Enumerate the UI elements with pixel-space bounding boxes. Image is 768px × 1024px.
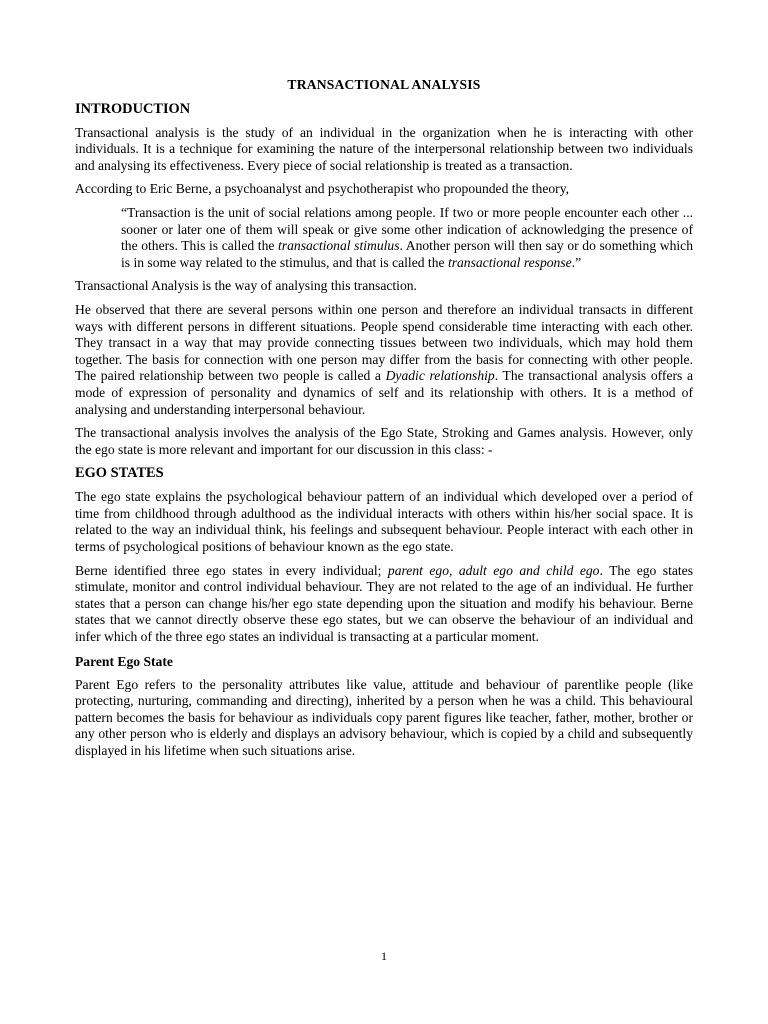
introduction-paragraph-5: The transactional analysis involves the analysis of the Ego State, Stroking and Games analysis. However, only the ego state is more relevant and important for our discussion in this class: - [75, 425, 693, 457]
document-title: TRANSACTIONAL ANALYSIS [287, 77, 481, 92]
introduction-paragraph-1: Transactional analysis is the study of an individual in the organization when he is interacting with other individuals. It is a technique for examining the nature of the interpersonal relationship between two individuals and analysing its effectiveness. Every piece of social relationship is treated as a transaction. [75, 124, 693, 173]
quote-emphasis-stimulus: transactional stimulus [278, 238, 400, 254]
ego-states-text-b: . The ego states stimulate, monitor and control individual behaviour. They are not related to the age of an individual. He further states that a person can change his/her ego state depending upon the situation and modify his behaviour. Berne states that we cannot directly observe these ego states, but we can observe the behaviour of an individual and infer which of the three ego states an individual is transacting at a particular moment. [75, 562, 693, 645]
dyadic-relationship-term: Dyadic relationship [385, 368, 495, 384]
quote-text-c: .” [571, 254, 582, 270]
parent-ego-paragraph-1: Parent Ego refers to the personality attributes like value, attitude and behaviour of parentlike people (like protecting, nurturing, commanding and directing), inherited by a person when he was a child. This behavioural pattern becomes the basis for behaviour as individuals copy parent figures like teacher, father, mother, brother or any other person who is elderly and displays an advisory behaviour, which is copied by a child and subsequently displayed in his lifetime when such situations arise. [75, 676, 693, 758]
quote-emphasis-response: transactional response [447, 254, 572, 270]
quote-text-b: . Another person will then say or do something which is in some way related to the stimulus, and that is called the [121, 238, 693, 270]
ego-states-paragraph-1: The ego state explains the psychological behaviour pattern of an individual which developed over a period of time from childhood through adulthood as the individual interacts with others within his/her social space. It is related to the way an individual think, his feelings and subsequent behaviour. People interact with each other in terms of psychological positions of behaviour known as the ego state. [75, 489, 693, 555]
introduction-paragraph-3: Transactional Analysis is the way of analysing this transaction. [75, 278, 417, 294]
quote-text-a: “Transaction is the unit of social relations among people. If two or more people encounter each other ... sooner or later one of them will speak or give some other indication of acknowledging the presence of the others. This is called the [121, 204, 693, 254]
introduction-paragraph-2: According to Eric Berne, a psychoanalyst and psychotherapist who propounded the theory, [75, 181, 570, 197]
introduction-paragraph-4 [75, 302, 693, 418]
page-number: 1 [381, 949, 387, 963]
ego-states-text-a: Berne identified three ego states in every individual; [75, 562, 388, 578]
ego-states-paragraph-2 [75, 563, 693, 646]
ego-states-heading: EGO STATES [75, 465, 164, 482]
parent-ego-heading: Parent Ego State [75, 653, 173, 669]
introduction-heading: INTRODUCTION [75, 100, 191, 117]
paragraph-4-text-a: He observed that there are several persons within one person and therefore an individual transacts in different ways with different persons in different situations. People spend considerable time interacting with each other. They transact in a way that may provide connecting tissues between two individuals, which may hold them together. The basis for connection with one person may differ from the basis for connecting with other people. The paired relationship between two people is called a [75, 301, 693, 384]
paragraph-4-text-b: . The transactional analysis offers a mode of expression of personality and dynamics of self and its relationship with others. It is a method of analysing and understanding interpersonal behaviour. [75, 368, 693, 417]
page-content [75, 77, 693, 767]
three-ego-states-term: parent ego, adult ego and child ego [387, 562, 600, 578]
berne-quote [121, 205, 693, 271]
